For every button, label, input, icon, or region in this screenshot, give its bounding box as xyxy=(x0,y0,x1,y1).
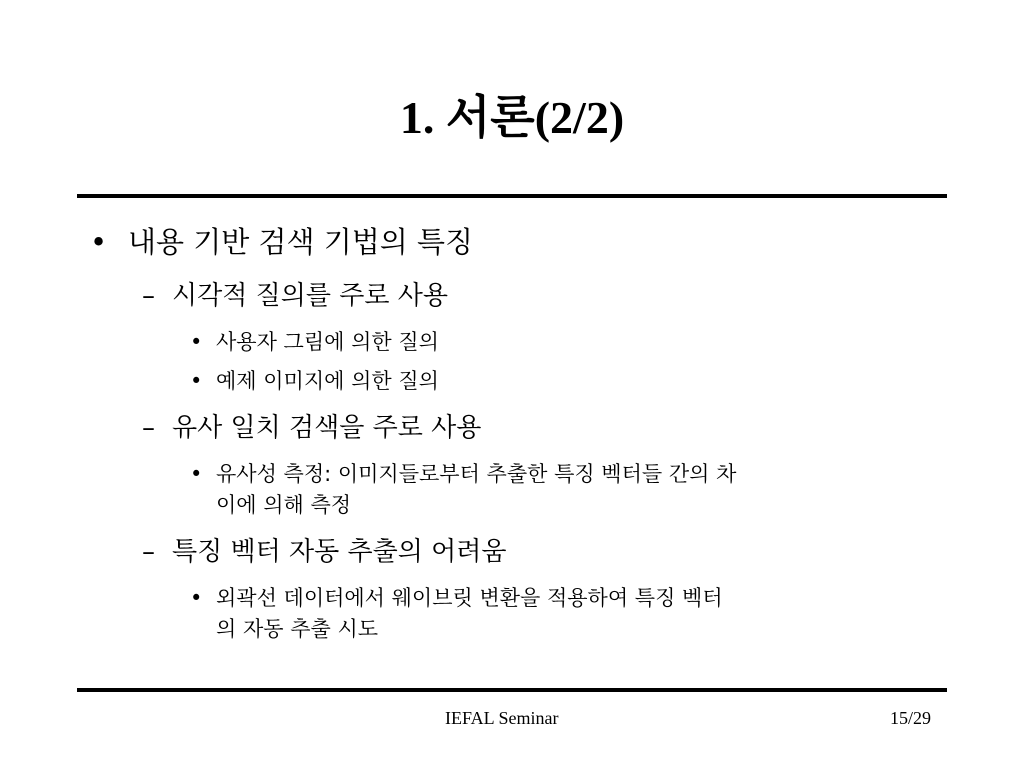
footer-seminar-name: IEFAL Seminar xyxy=(445,708,559,728)
item-similarity-measure-line2: 이에 의해 측정 xyxy=(216,493,352,517)
item-wavelet-line1: 외곽선 데이터에서 웨이브릿 변환을 적용하여 특징 벡터 xyxy=(216,586,723,610)
level3-bullet: • xyxy=(190,462,203,486)
slide-title: 1. 서론(2/2) xyxy=(399,92,625,143)
level2-dash: – xyxy=(142,537,155,567)
item-user-drawing-query: 사용자 그림에 의한 질의 xyxy=(216,330,439,354)
level2-dash: – xyxy=(142,281,155,311)
title-divider xyxy=(77,194,947,198)
item-wavelet-line2: 의 자동 추출 시도 xyxy=(216,617,379,641)
item-example-image-query: 예제 이미지에 의한 질의 xyxy=(216,369,439,393)
level3-bullet: • xyxy=(190,330,203,354)
level3-bullet: • xyxy=(190,586,203,610)
footer-divider xyxy=(77,688,947,692)
level3-bullet: • xyxy=(190,369,203,393)
level2-dash: – xyxy=(142,413,155,443)
level1-bullet: • xyxy=(90,225,108,259)
subbullet-feature-extraction: 특징 벡터 자동 추출의 어려움 xyxy=(172,537,507,567)
subbullet-similarity-search: 유사 일치 검색을 주로 사용 xyxy=(172,413,482,443)
subbullet-visual-query: 시각적 질의를 주로 사용 xyxy=(172,281,448,311)
item-similarity-measure-line1: 유사성 측정: 이미지들로부터 추출한 특징 벡터들 간의 차 xyxy=(216,462,737,486)
bullet-content-based-search: 내용 기반 검색 기법의 특징 xyxy=(128,225,474,259)
page-number: 15/29 xyxy=(890,708,932,728)
